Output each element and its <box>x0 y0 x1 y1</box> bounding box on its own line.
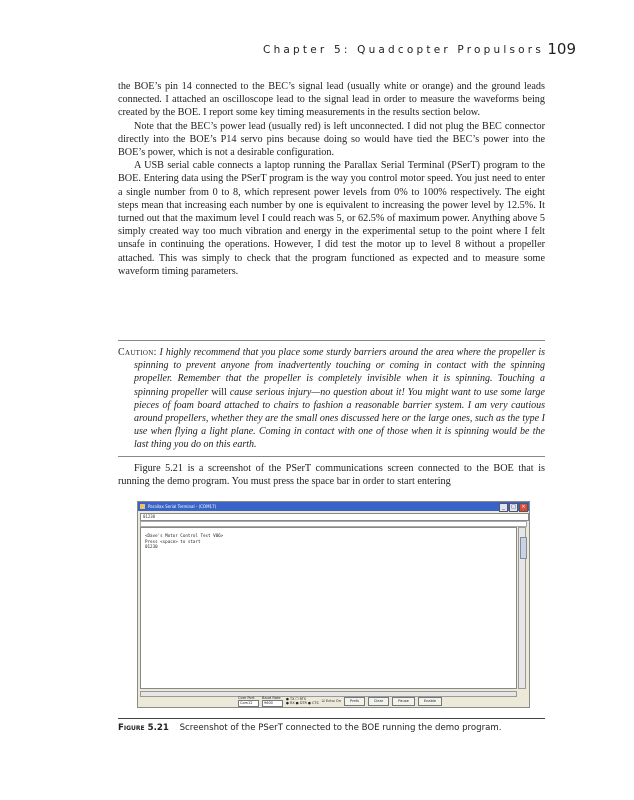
terminal-controls <box>238 696 442 706</box>
app-icon <box>140 504 145 509</box>
chapter-title: Chapter 5: Quadcopter Propulsors <box>263 44 544 56</box>
window-controls <box>499 503 528 512</box>
com-port-group <box>238 696 259 707</box>
caution-text-emphasis: will <box>211 386 227 398</box>
baud-rate-label: Baud Rate <box>262 695 281 700</box>
prefs-button[interactable]: Prefs <box>344 697 365 706</box>
caution-label: Caution: <box>118 347 157 358</box>
figure-label: Figure 5.21 <box>118 723 169 733</box>
echo-checkbox[interactable]: ☑ Echo On <box>321 699 341 703</box>
paragraph: Figure 5.21 is a screenshot of the PSerT communications screen connected to the BOE that is running the demo program. You must press the space bar in order to start entering <box>118 463 545 488</box>
terminal-line: Press <space> to start <box>145 538 201 544</box>
transmit-input[interactable]: 01230 <box>140 513 529 521</box>
enable-button[interactable]: Enable <box>418 697 442 706</box>
maximize-icon[interactable]: □ <box>509 503 518 512</box>
paragraph: the BOE’s pin 14 connected to the BEC’s signal lead (usually white or orange) and the ground leads connected. I attached an oscilloscope lead to the signal lead in order to measure the waveforms being created by the BOE. I report some key timing measurements in the results section below. <box>118 81 545 119</box>
baud-rate-group <box>262 696 283 707</box>
figure-caption-text: Screenshot of the PSerT connected to the BOE running the demo program. <box>179 723 502 733</box>
tx-indicator: ● TX ☐ RTS <box>286 697 306 701</box>
caution-text-2: cause serious injury—no question about it! You might want to use some large pieces of foam board attached to chairs to fashion a reasonable barrier system. I am very cautious around propellers, whether they are the small ones discussed here or the large ones, such as the type I use when flying a light plane. Coming in contact with one of those when it is spinning would be the last thing you do on this earth. <box>134 386 545 451</box>
terminal-line: 01230 <box>145 544 158 549</box>
paragraph: Note that the BEC’s power lead (usually red) is left unconnected. I did not plug the BEC connector directly into the BOE’s P14 servo pins because doing so would have tied the BEC’s power into the BOE’s power, which is not a desirable configuration. <box>118 120 545 159</box>
terminal-output <box>140 527 517 689</box>
vertical-scrollbar[interactable] <box>518 527 526 689</box>
window-title-bar <box>138 502 529 511</box>
figure-rule <box>118 718 545 719</box>
com-port-select[interactable]: Com12 <box>238 700 259 707</box>
figure-caption <box>118 723 502 733</box>
window-title: Parallax Serial Terminal - (COM17) <box>148 504 217 509</box>
caution-bottom-rule <box>118 456 545 457</box>
caution-top-rule <box>118 340 545 341</box>
baud-rate-select[interactable]: 9600 <box>262 700 283 707</box>
running-header <box>0 40 634 60</box>
pause-button[interactable]: Pause <box>392 697 415 706</box>
paragraph: A USB serial cable connects a laptop running the Parallax Serial Terminal (PSerT) program to the BOE. Entering data using the PSerT program is the way you control motor speed. You just need to enter a single number from 0 to 8, which represent power levels from 0% to 100% respectively. The eight steps mean that increasing each number by one is equivalent to increasing the power level by 12.5%. It turned out that the maximum level I could reach was 5, or 62.5% of maximum power. Anything above 5 simply created way too much vibration and energy in the experimental setup to the point where I felt unsafe in continuing the operations. However, I did test the motor up to level 8 without a propeller attached. This was simply to check that the program functioned as expected and to measure some waveform timing parameters. <box>118 160 545 277</box>
caution-text-1: I highly recommend that you place some sturdy barriers around the area where the propeller is spinning to prevent anyone from inadvertently touching or coming in contact with the spinning propeller. Remember that the propeller is completely invisible when it is spinning. Touching a spinning propeller <box>134 347 546 398</box>
minimize-icon[interactable]: _ <box>499 503 508 512</box>
page-number: 109 <box>547 40 576 58</box>
pserial-terminal-screenshot <box>137 501 530 708</box>
terminal-line: <Dave's Motor Control Test V06> <box>145 533 224 538</box>
clear-button[interactable]: Clear <box>368 697 389 706</box>
close-icon[interactable]: × <box>519 503 528 512</box>
body-text <box>118 80 545 278</box>
rx-indicator: ● RX ● DTR ● CTS <box>286 701 319 705</box>
signal-indicators-1 <box>286 697 319 705</box>
scroll-thumb[interactable] <box>520 537 527 559</box>
com-port-label: Com Port <box>238 695 255 700</box>
caution-note <box>118 346 545 452</box>
